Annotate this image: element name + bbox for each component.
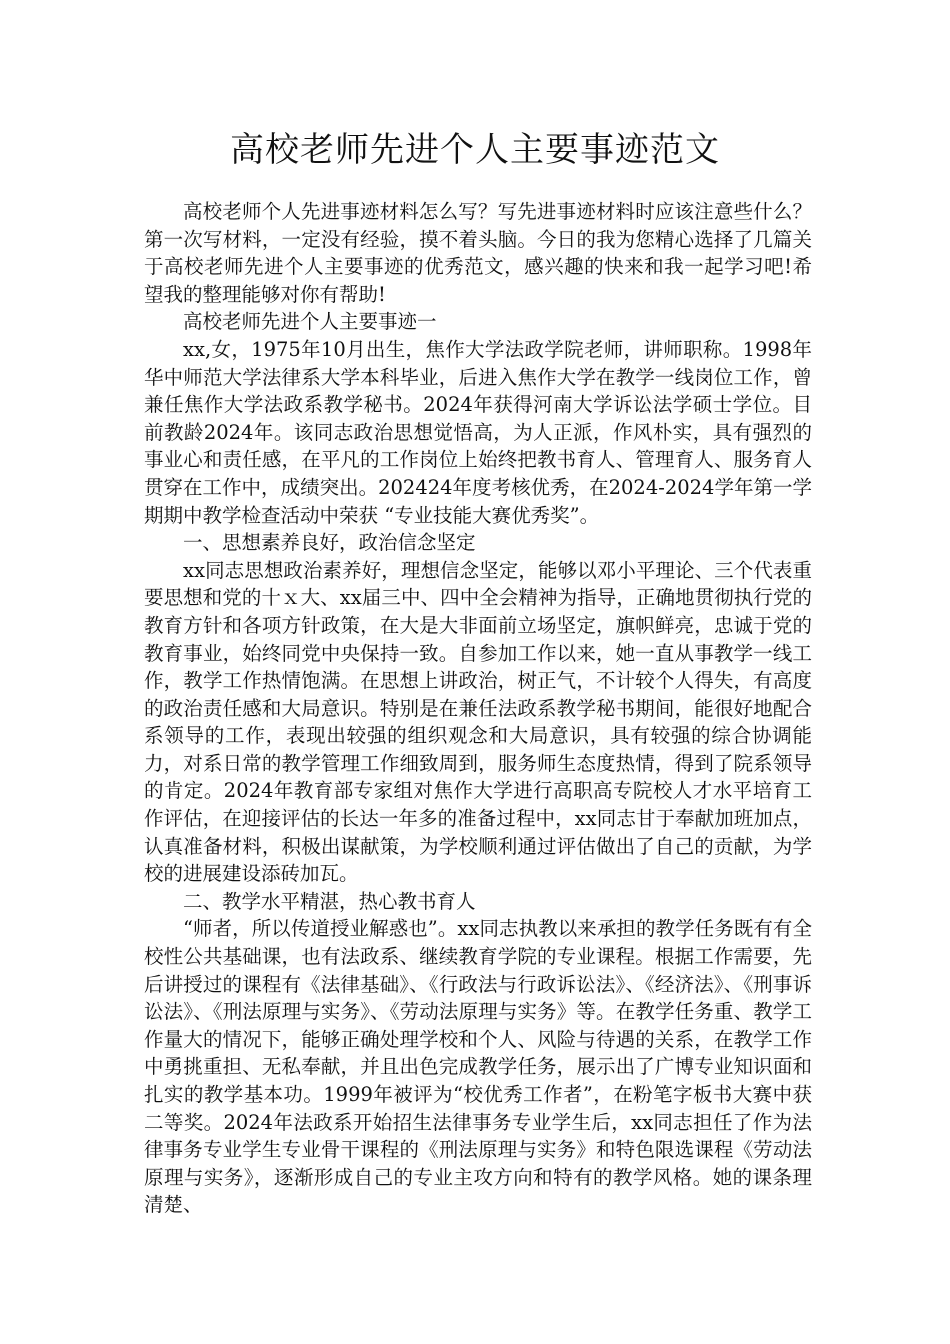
section-heading-example-one: 高校老师先进个人主要事迹一: [183, 310, 437, 334]
intro-paragraph: 高校老师个人先进事迹材料怎么写？写先进事迹材料时应该注意些什么？第一次写材料，一定没有经验，摸不着头脑。今日的我为您精心选择了几篇关于高校老师先进个人主要事迹的优秀范文，感兴趣的快来和我一起学习吧!希望我的整理能够对你有帮助!: [144, 200, 812, 306]
profile-paragraph: xx,女，1975年10月出生，焦作大学法政学院老师，讲师职称。1998年华中师范大学法律系大学本科毕业，后进入焦作大学在教学一线岗位工作，曾兼任焦作大学法政系教学秘书。2024年获得河南大学诉讼法学硕士学位。目前教龄2024年。该同志政治思想觉悟高，为人正派，作风朴实，具有强烈的事业心和责任感，在平凡的工作岗位上始终把教书育人、管理育人、服务育人贯穿在工作中，成绩突出。202424年度考核优秀，在2024-2024学年第一学期期中教学检查活动中荣获 “专业技能大赛优秀奖”。: [144, 337, 812, 527]
section-heading-political-quality: 一、思想素养良好，政治信念坚定: [183, 531, 476, 555]
document-title: 高校老师先进个人主要事迹范文: [230, 130, 720, 170]
document-body: [144, 198, 812, 1219]
section-heading-teaching-level: 二、教学水平精湛，热心教书育人: [183, 889, 476, 913]
teaching-level-paragraph: “师者，所以传道授业解惑也”。xx同志执教以来承担的教学任务既有有全校性公共基础课，也有法政系、继续教育学院的专业课程。根据工作需要，先后讲授过的课程有《法律基础》、《行政法与行政诉讼法》、《经济法》、《刑事诉讼法》、《刑法原理与实务》、《劳动法原理与实务》等。在教学任务重、教学工作量大的情况下，能够正确处理学校和个人、风险与待遇的关系，在教学工作中勇挑重担、无私奉献，并且出色完成教学任务，展示出了广博专业知识面和扎实的教学基本功。1999年被评为“校优秀工作者”，在粉笔字板书大赛中获二等奖。2024年法政系开始招生法律事务专业学生后，xx同志担任了作为法律事务专业学生专业骨干课程的《刑法原理与实务》和特色限选课程《劳动法原理与实务》，逐渐形成自己的专业主攻方向和特有的教学风格。她的课条理清楚、: [144, 917, 812, 1217]
political-quality-paragraph: xx同志思想政治素养好，理想信念坚定，能够以邓小平理论、三个代表重要思想和党的十ｘ大、xx届三中、四中全会精神为指导，正确地贯彻执行党的教育方针和各项方针政策，在大是大非面前立场坚定，旗帜鲜亮，忠诚于党的教育事业，始终同党中央保持一致。自参加工作以来，她一直从事教学一线工作，教学工作热情饱满。在思想上讲政治，树正气，不计较个人得失，有高度的政治责任感和大局意识。特别是在兼任法政系教学秘书期间，能很好地配合系领导的工作，表现出较强的组织观念和大局意识，具有较强的综合协调能力，对系日常的教学管理工作细致周到，服务师生态度热情，得到了院系领导的肯定。2024年教育部专家组对焦作大学进行高职高专院校人才水平培育工作评估，在迎接评估的长达一年多的准备过程中，xx同志甘于奉献加班加点，认真准备材料，积极出谋献策，为学校顺利通过评估做出了自己的贡献，为学校的进展建设添砖加瓦。: [144, 558, 812, 886]
